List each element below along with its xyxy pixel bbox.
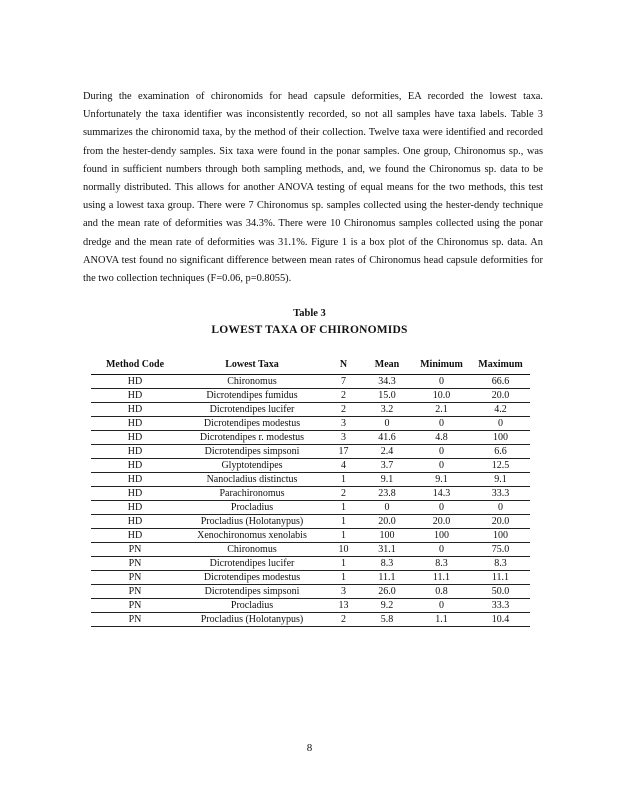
cell-lowest-taxa: Dicrotendipes modestus — [179, 417, 325, 431]
cell-method-code: HD — [91, 375, 179, 389]
table-row — [91, 515, 530, 529]
table-row — [91, 389, 530, 403]
cell-minimum: 0 — [412, 501, 471, 515]
cell-lowest-taxa: Dicrotendipes modestus — [179, 571, 325, 585]
cell-minimum: 0 — [412, 543, 471, 557]
cell-minimum: 100 — [412, 529, 471, 543]
table-row — [91, 599, 530, 613]
cell-method-code: PN — [91, 585, 179, 599]
cell-method-code: PN — [91, 599, 179, 613]
header-minimum: Minimum — [412, 356, 471, 375]
cell-maximum: 75.0 — [471, 543, 530, 557]
cell-lowest-taxa: Chironomus — [179, 543, 325, 557]
cell-method-code: PN — [91, 571, 179, 585]
cell-lowest-taxa: Dicrotendipes r. modestus — [179, 431, 325, 445]
table-row — [91, 529, 530, 543]
cell-method-code: HD — [91, 431, 179, 445]
cell-maximum: 50.0 — [471, 585, 530, 599]
cell-n: 13 — [325, 599, 362, 613]
cell-lowest-taxa: Dicrotendipes fumidus — [179, 389, 325, 403]
cell-maximum: 66.6 — [471, 375, 530, 389]
cell-method-code: HD — [91, 473, 179, 487]
cell-n: 17 — [325, 445, 362, 459]
cell-minimum: 0 — [412, 445, 471, 459]
cell-maximum: 20.0 — [471, 389, 530, 403]
table-caption: LOWEST TAXA OF CHIRONOMIDS — [211, 324, 408, 336]
cell-mean: 0 — [362, 417, 412, 431]
table-header-row — [91, 356, 530, 375]
cell-method-code: HD — [91, 459, 179, 473]
cell-mean: 23.8 — [362, 487, 412, 501]
cell-lowest-taxa: Xenochironomus xenolabis — [179, 529, 325, 543]
cell-maximum: 10.4 — [471, 613, 530, 627]
cell-minimum: 0.8 — [412, 585, 471, 599]
cell-mean: 3.2 — [362, 403, 412, 417]
cell-minimum: 1.1 — [412, 613, 471, 627]
cell-mean: 41.6 — [362, 431, 412, 445]
cell-method-code: HD — [91, 529, 179, 543]
cell-lowest-taxa: Nanocladius distinctus — [179, 473, 325, 487]
cell-n: 2 — [325, 403, 362, 417]
cell-lowest-taxa: Procladius (Holotanypus) — [179, 613, 325, 627]
table-row — [91, 613, 530, 627]
cell-maximum: 0 — [471, 417, 530, 431]
cell-maximum: 100 — [471, 431, 530, 445]
cell-n: 7 — [325, 375, 362, 389]
cell-n: 1 — [325, 515, 362, 529]
cell-maximum: 12.5 — [471, 459, 530, 473]
cell-lowest-taxa: Chironomus — [179, 375, 325, 389]
cell-mean: 34.3 — [362, 375, 412, 389]
cell-mean: 15.0 — [362, 389, 412, 403]
header-lowest-taxa: Lowest Taxa — [179, 356, 325, 375]
cell-maximum: 20.0 — [471, 515, 530, 529]
table-body — [91, 375, 530, 627]
cell-lowest-taxa: Parachironomus — [179, 487, 325, 501]
cell-lowest-taxa: Procladius — [179, 599, 325, 613]
table-row — [91, 431, 530, 445]
cell-method-code: HD — [91, 501, 179, 515]
body-paragraph: During the examination of chironomids for head capsule deformities, EA recorded the lowest taxa. Unfortunately the taxa identifier was inconsistently recorded, so not all samples have taxa labels. Table 3 summarizes the chironomid taxa, by the method of their collection. Twelve taxa were identified and recorded from the hester-dendy samples. Six taxa were found in the ponar samples. One group, Chironomus sp., was found in sufficient numbers through both sampling methods, and, we found the Chironomus sp. data to be normally distributed. This allows for another ANOVA testing of equal means for the two methods, this test using a lowest taxa group. There were 7 Chironomus sp. samples collected using the hester-dendy technique and the mean rate of deformities was 34.3%. There were 10 Chironomus samples collected using the ponar dredge and the mean rate of deformities was 31.1%. Figure 1 is a box plot of the Chironomus sp. data. An ANOVA test found no significant difference between mean rates of Chironomus head capsule deformities for the two collection techniques (F=0.06, p=0.8055). — [83, 91, 543, 285]
cell-lowest-taxa: Dicrotendipes simpsoni — [179, 585, 325, 599]
cell-mean: 8.3 — [362, 557, 412, 571]
cell-minimum: 0 — [412, 375, 471, 389]
header-n: N — [325, 356, 362, 375]
table-row — [91, 375, 530, 389]
table-row — [91, 501, 530, 515]
cell-lowest-taxa: Dicrotendipes simpsoni — [179, 445, 325, 459]
cell-minimum: 14.3 — [412, 487, 471, 501]
cell-method-code: HD — [91, 445, 179, 459]
cell-maximum: 11.1 — [471, 571, 530, 585]
cell-n: 2 — [325, 389, 362, 403]
cell-lowest-taxa: Glyptotendipes — [179, 459, 325, 473]
cell-n: 3 — [325, 431, 362, 445]
cell-minimum: 2.1 — [412, 403, 471, 417]
cell-maximum: 100 — [471, 529, 530, 543]
cell-minimum: 0 — [412, 459, 471, 473]
table-row — [91, 473, 530, 487]
table-row — [91, 403, 530, 417]
cell-maximum: 33.3 — [471, 599, 530, 613]
cell-mean: 3.7 — [362, 459, 412, 473]
cell-n: 1 — [325, 529, 362, 543]
cell-mean: 26.0 — [362, 585, 412, 599]
cell-mean: 9.1 — [362, 473, 412, 487]
cell-n: 10 — [325, 543, 362, 557]
table-row — [91, 459, 530, 473]
cell-minimum: 11.1 — [412, 571, 471, 585]
cell-minimum: 0 — [412, 599, 471, 613]
header-mean: Mean — [362, 356, 412, 375]
chironomid-taxa-table — [91, 356, 530, 627]
cell-n: 2 — [325, 613, 362, 627]
table-row — [91, 557, 530, 571]
cell-n: 1 — [325, 557, 362, 571]
cell-mean: 100 — [362, 529, 412, 543]
cell-n: 1 — [325, 501, 362, 515]
cell-maximum: 6.6 — [471, 445, 530, 459]
cell-maximum: 8.3 — [471, 557, 530, 571]
cell-mean: 2.4 — [362, 445, 412, 459]
cell-n: 4 — [325, 459, 362, 473]
cell-method-code: HD — [91, 403, 179, 417]
cell-lowest-taxa: Procladius (Holotanypus) — [179, 515, 325, 529]
table-row — [91, 585, 530, 599]
cell-minimum: 4.8 — [412, 431, 471, 445]
cell-lowest-taxa: Dicrotendipes lucifer — [179, 403, 325, 417]
table-row — [91, 417, 530, 431]
cell-maximum: 4.2 — [471, 403, 530, 417]
cell-lowest-taxa: Procladius — [179, 501, 325, 515]
cell-method-code: HD — [91, 487, 179, 501]
cell-maximum: 9.1 — [471, 473, 530, 487]
cell-method-code: PN — [91, 543, 179, 557]
cell-minimum: 0 — [412, 417, 471, 431]
cell-n: 3 — [325, 417, 362, 431]
cell-n: 1 — [325, 571, 362, 585]
page-number: 8 — [306, 742, 313, 754]
cell-mean: 20.0 — [362, 515, 412, 529]
cell-method-code: HD — [91, 417, 179, 431]
cell-minimum: 10.0 — [412, 389, 471, 403]
cell-mean: 9.2 — [362, 599, 412, 613]
cell-mean: 11.1 — [362, 571, 412, 585]
cell-mean: 0 — [362, 501, 412, 515]
table-row — [91, 543, 530, 557]
cell-method-code: PN — [91, 613, 179, 627]
cell-n: 2 — [325, 487, 362, 501]
table-row — [91, 571, 530, 585]
cell-maximum: 0 — [471, 501, 530, 515]
cell-minimum: 20.0 — [412, 515, 471, 529]
cell-minimum: 8.3 — [412, 557, 471, 571]
cell-minimum: 9.1 — [412, 473, 471, 487]
header-method-code: Method Code — [91, 356, 179, 375]
cell-method-code: HD — [91, 389, 179, 403]
cell-n: 3 — [325, 585, 362, 599]
table-row — [91, 445, 530, 459]
cell-lowest-taxa: Dicrotendipes lucifer — [179, 557, 325, 571]
cell-mean: 5.8 — [362, 613, 412, 627]
table-row — [91, 487, 530, 501]
cell-method-code: PN — [91, 557, 179, 571]
cell-mean: 31.1 — [362, 543, 412, 557]
cell-method-code: HD — [91, 515, 179, 529]
cell-maximum: 33.3 — [471, 487, 530, 501]
cell-n: 1 — [325, 473, 362, 487]
header-maximum: Maximum — [471, 356, 530, 375]
table-number: Table 3 — [293, 308, 326, 319]
